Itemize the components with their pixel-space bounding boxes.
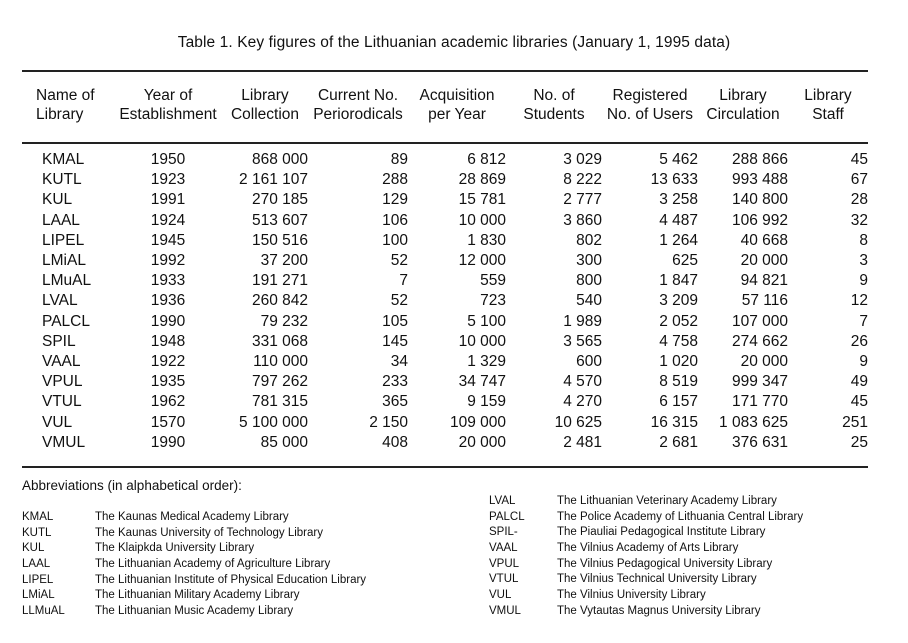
value-cell: 6 157 <box>659 393 698 411</box>
value-cell: 1 830 <box>467 231 506 249</box>
value-cell: 1933 <box>150 272 186 290</box>
value-cell: 191 271 <box>251 272 308 290</box>
value-cell: 28 869 <box>458 171 506 189</box>
abbreviation-meaning: The Vilnius Technical University Library <box>557 573 757 586</box>
abbreviations-heading: Abbreviations (in alphabetical order): <box>22 478 242 493</box>
table-row <box>22 413 868 433</box>
value-cell: 52 <box>390 292 408 310</box>
value-cell: 993 488 <box>731 171 788 189</box>
value-cell: 20 000 <box>458 433 506 451</box>
abbreviation-code: VUL <box>489 589 512 602</box>
value-cell: 600 <box>576 353 602 371</box>
value-cell: 140 800 <box>731 191 788 209</box>
abbreviation-item <box>489 541 803 557</box>
value-cell: 26 <box>850 332 868 350</box>
value-cell: 1992 <box>150 252 186 270</box>
value-cell: 1991 <box>150 191 186 209</box>
value-cell: 89 <box>390 151 408 168</box>
value-cell: 6 812 <box>467 151 506 168</box>
table-row <box>22 392 868 412</box>
table-row <box>22 190 868 210</box>
column-header <box>22 86 114 150</box>
column-header-line: Acquisition <box>419 87 495 104</box>
value-cell: 32 <box>850 211 868 229</box>
value-cell: 100 <box>382 231 408 249</box>
column-header-line: Year of <box>143 87 193 104</box>
abbreviation-item <box>22 604 366 620</box>
column-header-line: Library <box>36 106 84 123</box>
value-cell: 9 <box>859 272 868 290</box>
column-header <box>506 86 602 150</box>
value-cell: 3 <box>859 252 868 270</box>
library-code-cell: VAAL <box>42 353 81 371</box>
value-cell: 5 100 000 <box>239 413 308 431</box>
abbreviation-code: VTUL <box>489 573 519 586</box>
library-code-cell: LAAL <box>42 211 80 229</box>
table-row <box>22 211 868 231</box>
value-cell: 45 <box>850 393 868 411</box>
value-cell: 3 209 <box>659 292 698 310</box>
abbreviation-item <box>489 525 803 541</box>
column-header <box>308 86 408 150</box>
abbreviation-code: KMAL <box>22 511 54 523</box>
abbreviation-item <box>489 572 803 588</box>
top-rule <box>22 70 868 72</box>
value-cell: 10 000 <box>458 211 506 229</box>
abbreviation-code: VMUL <box>489 604 521 617</box>
library-code-cell: VUL <box>42 413 73 431</box>
value-cell: 10 625 <box>554 413 602 431</box>
value-cell: 2 481 <box>563 433 602 451</box>
value-cell: 85 000 <box>260 433 308 451</box>
value-cell: 57 116 <box>741 292 788 310</box>
abbreviation-code: KUL <box>22 542 45 555</box>
abbreviation-meaning: The Vilnius Academy of Arts Library <box>557 542 739 555</box>
value-cell: 1 989 <box>563 312 602 330</box>
library-code-cell: KUL <box>42 191 73 209</box>
library-code-cell: LVAL <box>42 292 78 310</box>
abbreviation-meaning: The Vilnius University Library <box>557 589 706 602</box>
value-cell: 20 000 <box>740 252 788 270</box>
header-row <box>22 86 868 150</box>
abbreviation-code: VAAL <box>489 542 518 555</box>
abbreviation-code: VPUL <box>489 557 520 570</box>
table-row <box>22 433 868 453</box>
value-cell: 800 <box>576 272 602 290</box>
value-cell: 3 029 <box>563 151 602 168</box>
value-cell: 79 232 <box>260 312 308 330</box>
abbreviation-meaning: The Klaipkda University Library <box>95 542 255 555</box>
abbreviation-item <box>22 573 366 589</box>
value-cell: 109 000 <box>449 413 506 431</box>
column-header-line: Collection <box>230 106 300 123</box>
column-header <box>222 86 308 150</box>
table-row <box>22 352 868 372</box>
abbreviation-meaning: The Lithuanian Academy of Agriculture Library <box>95 558 331 571</box>
value-cell: 1923 <box>150 171 186 189</box>
value-cell: 106 <box>382 211 408 229</box>
value-cell: 12 000 <box>458 252 506 270</box>
abbreviation-item <box>489 510 803 526</box>
value-cell: 34 747 <box>458 373 506 391</box>
value-cell: 331 068 <box>251 332 308 350</box>
library-code-cell: LIPEL <box>42 231 85 249</box>
value-cell: 145 <box>382 332 408 350</box>
value-cell: 110 000 <box>253 353 308 371</box>
value-cell: 105 <box>382 312 408 330</box>
table-row <box>22 312 868 332</box>
table-body <box>22 150 868 453</box>
value-cell: 8 519 <box>659 373 698 391</box>
library-code-cell: SPIL <box>42 332 76 350</box>
value-cell: 1936 <box>150 292 186 310</box>
value-cell: 802 <box>576 231 602 249</box>
column-header-line: Periorodicals <box>313 106 403 123</box>
value-cell: 1990 <box>150 312 186 330</box>
value-cell: 5 462 <box>659 151 698 168</box>
table-row <box>22 332 868 352</box>
value-cell: 1950 <box>150 151 186 168</box>
abbreviation-code: LMiAL <box>22 589 55 602</box>
column-header-line: Library <box>241 87 289 104</box>
table-row <box>22 251 868 271</box>
value-cell: 868 000 <box>251 151 308 168</box>
abbreviation-meaning: The Police Academy of Lithuania Central Library <box>557 510 804 523</box>
column-header-line: Circulation <box>706 106 780 123</box>
abbreviation-item <box>489 588 803 604</box>
value-cell: 45 <box>850 151 868 168</box>
value-cell: 1924 <box>150 211 186 229</box>
library-code-cell: PALCL <box>42 312 90 330</box>
abbreviation-meaning: The Lithuanian Veterinary Academy Library <box>557 495 777 507</box>
value-cell: 540 <box>576 292 602 310</box>
library-code-cell: VPUL <box>42 373 83 391</box>
value-cell: 129 <box>382 191 408 209</box>
value-cell: 67 <box>850 171 868 189</box>
value-cell: 1948 <box>150 332 186 350</box>
value-cell: 40 668 <box>740 231 788 249</box>
value-cell: 8 <box>859 231 868 249</box>
value-cell: 107 000 <box>731 312 788 330</box>
value-cell: 150 516 <box>251 231 308 249</box>
value-cell: 10 000 <box>458 332 506 350</box>
value-cell: 7 <box>859 312 868 330</box>
library-code-cell: VTUL <box>42 393 82 411</box>
abbreviations-left-list <box>22 510 366 620</box>
table-row <box>22 170 868 190</box>
value-cell: 28 <box>850 191 868 209</box>
value-cell: 781 315 <box>251 393 308 411</box>
value-cell: 1945 <box>150 231 186 249</box>
value-cell: 12 <box>850 292 868 310</box>
abbreviation-meaning: The Vytautas Magnus University Library <box>557 604 761 617</box>
abbreviation-meaning: The Kaunas University of Technology Library <box>95 526 323 539</box>
value-cell: 513 607 <box>251 211 308 229</box>
table-row <box>22 372 868 392</box>
value-cell: 52 <box>390 252 408 270</box>
value-cell: 94 821 <box>740 272 788 290</box>
column-header-line: Library <box>804 87 852 104</box>
column-header <box>698 86 788 150</box>
value-cell: 4 758 <box>659 332 698 350</box>
value-cell: 1962 <box>150 393 186 411</box>
value-cell: 4 270 <box>563 393 602 411</box>
abbreviation-item <box>22 510 366 526</box>
column-header <box>788 86 868 150</box>
abbreviation-meaning: The Lithuanian Institute of Physical Education Library <box>95 573 367 586</box>
value-cell: 1 264 <box>659 231 698 249</box>
value-cell: 9 <box>859 353 868 371</box>
abbreviation-item <box>22 541 366 557</box>
table-header <box>22 86 868 150</box>
column-header-line: Name of <box>36 87 95 104</box>
value-cell: 797 262 <box>251 373 308 391</box>
table-row <box>22 271 868 291</box>
column-header-line: No. of <box>533 87 575 104</box>
library-code-cell: KUTL <box>42 171 82 189</box>
value-cell: 408 <box>382 433 408 451</box>
value-cell: 365 <box>382 393 408 411</box>
value-cell: 376 631 <box>731 433 788 451</box>
value-cell: 4 570 <box>563 373 602 391</box>
value-cell: 13 633 <box>650 171 698 189</box>
value-cell: 106 992 <box>731 211 788 229</box>
value-cell: 2 052 <box>659 312 698 330</box>
value-cell: 16 315 <box>650 413 698 431</box>
column-header-line: Establishment <box>119 106 217 123</box>
table-row <box>22 231 868 251</box>
value-cell: 723 <box>480 292 506 310</box>
bottom-rule <box>22 466 868 468</box>
column-header <box>408 86 506 150</box>
value-cell: 25 <box>850 433 868 451</box>
abbreviation-item <box>22 557 366 573</box>
column-header <box>114 86 222 150</box>
value-cell: 5 100 <box>467 312 506 330</box>
value-cell: 288 866 <box>731 151 788 168</box>
value-cell: 3 860 <box>563 211 602 229</box>
abbreviation-code: LLMuAL <box>22 605 65 618</box>
value-cell: 625 <box>672 252 698 270</box>
value-cell: 1990 <box>150 433 186 451</box>
column-header <box>602 86 698 150</box>
value-cell: 1935 <box>150 373 186 391</box>
value-cell: 2 161 107 <box>239 171 308 189</box>
abbreviation-item <box>22 526 366 542</box>
value-cell: 999 347 <box>731 373 788 391</box>
abbreviation-meaning: The Lithuanian Military Academy Library <box>95 589 300 602</box>
library-code-cell: KMAL <box>42 151 85 168</box>
value-cell: 3 565 <box>563 332 602 350</box>
abbreviation-meaning: The Piauliai Pedagogical Institute Library <box>557 526 766 539</box>
column-header-line: No. of Users <box>606 106 694 123</box>
abbreviation-meaning: The Kaunas Medical Academy Library <box>95 511 289 523</box>
column-header-line: Registered <box>612 87 688 104</box>
value-cell: 1570 <box>150 413 186 431</box>
value-cell: 300 <box>576 252 602 270</box>
value-cell: 4 487 <box>659 211 698 229</box>
value-cell: 7 <box>399 272 408 290</box>
value-cell: 559 <box>480 272 506 290</box>
value-cell: 15 781 <box>458 191 506 209</box>
abbreviation-item <box>22 588 366 604</box>
abbreviation-item <box>489 494 803 510</box>
column-header-line: Library <box>719 87 767 104</box>
library-code-cell: LMuAL <box>42 272 92 290</box>
abbreviation-code: LVAL <box>489 495 516 507</box>
value-cell: 9 159 <box>467 393 506 411</box>
value-cell: 1 329 <box>467 353 506 371</box>
table-row <box>22 150 868 170</box>
value-cell: 1 083 625 <box>719 413 788 431</box>
value-cell: 8 222 <box>563 171 602 189</box>
value-cell: 20 000 <box>740 353 788 371</box>
abbreviation-meaning: The Lithuanian Music Academy Library <box>95 605 294 618</box>
value-cell: 3 258 <box>659 191 698 209</box>
value-cell: 1922 <box>150 353 186 371</box>
abbreviation-code: KUTL <box>22 526 52 539</box>
value-cell: 1 847 <box>659 272 698 290</box>
abbreviation-code: LAAL <box>22 558 51 571</box>
value-cell: 260 842 <box>251 292 308 310</box>
library-code-cell: LMiAL <box>42 252 86 270</box>
column-header-line: Students <box>523 106 585 123</box>
value-cell: 2 681 <box>659 433 698 451</box>
value-cell: 2 777 <box>563 191 602 209</box>
column-header-line: Staff <box>812 106 844 123</box>
abbreviation-meaning: The Vilnius Pedagogical University Library <box>557 557 773 570</box>
abbreviation-code: LIPEL <box>22 573 54 586</box>
table-row <box>22 291 868 311</box>
value-cell: 274 662 <box>731 332 788 350</box>
value-cell: 34 <box>390 353 408 371</box>
value-cell: 233 <box>382 373 408 391</box>
abbreviation-item <box>489 557 803 573</box>
column-header-line: per Year <box>428 106 486 123</box>
value-cell: 270 185 <box>251 191 308 209</box>
value-cell: 288 <box>382 171 408 189</box>
value-cell: 251 <box>842 413 868 431</box>
abbreviation-code: PALCL <box>489 510 525 523</box>
column-header-line: Current No. <box>317 87 399 104</box>
value-cell: 1 020 <box>659 353 698 371</box>
library-code-cell: VMUL <box>42 433 86 451</box>
value-cell: 2 150 <box>369 413 408 431</box>
value-cell: 171 770 <box>731 393 788 411</box>
abbreviation-code: SPIL- <box>489 526 518 539</box>
value-cell: 37 200 <box>260 252 308 270</box>
table-title: Table 1. Key figures of the Lithuanian academic libraries (January 1, 1995 data) <box>177 34 731 51</box>
library-figures-table <box>22 86 868 453</box>
value-cell: 49 <box>850 373 868 391</box>
abbreviation-item <box>489 604 803 620</box>
abbreviations-right-list <box>489 494 803 620</box>
